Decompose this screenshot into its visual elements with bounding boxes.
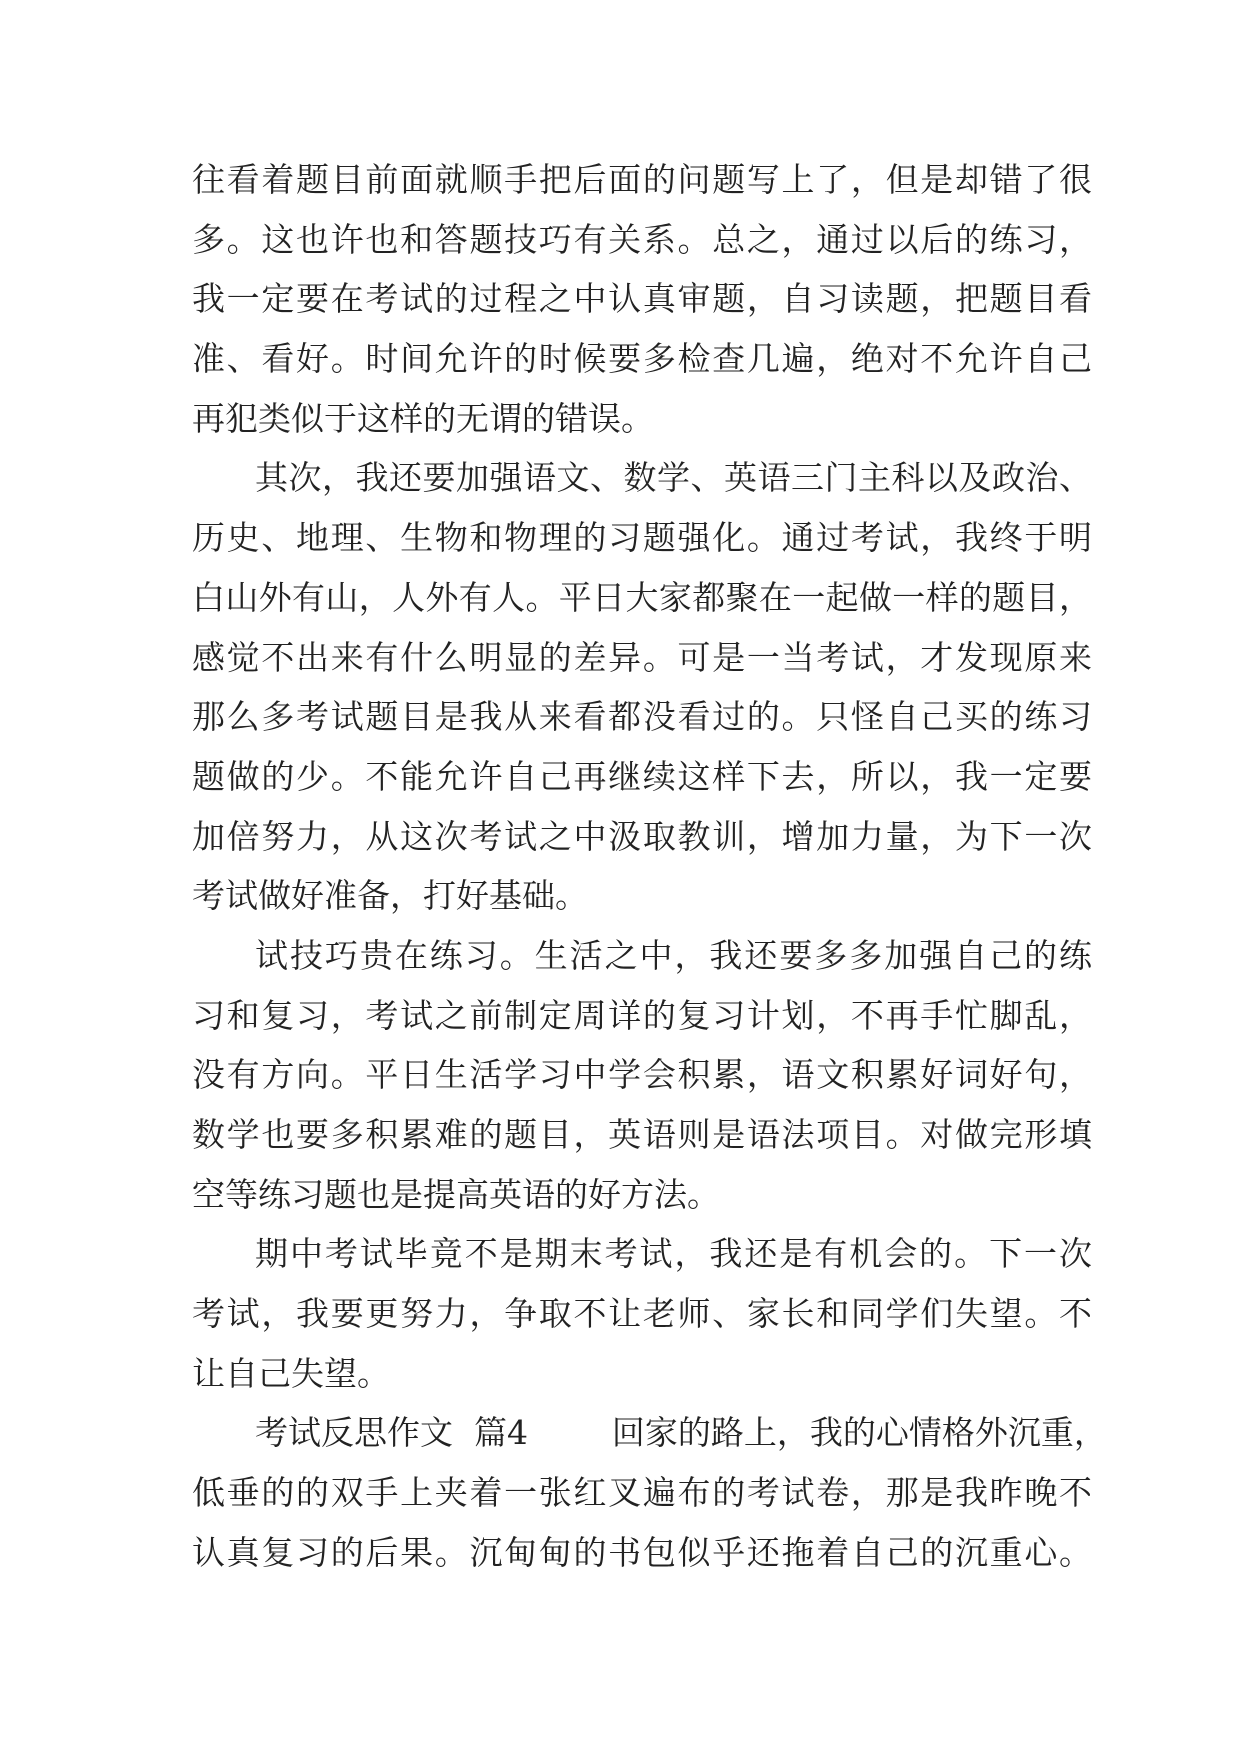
text-line: 数学也要多积累难的题目，英语则是语法项目。对做完形填 <box>192 1115 1092 1154</box>
paragraph-start-line: 期中考试毕竟不是期末考试，我还是有机会的。下一次 <box>255 1234 1092 1274</box>
text-line: 我一定要在考试的过程之中认真审题，自习读题，把题目看 <box>192 279 1092 319</box>
text-line: 低垂的的双手上夹着一张红叉遍布的考试卷，那是我昨晚不 <box>192 1473 1092 1513</box>
text-line: 让自己失望。 <box>192 1353 390 1393</box>
text-line: 往看着题目前面就顺手把后面的问题写上了，但是却错了很 <box>192 160 1092 199</box>
paragraph-start-line: 试技巧贵在练习。生活之中，我还要多多加强自己的练 <box>255 935 1092 975</box>
text-line: 习和复习，考试之前制定周详的复习计划，不再手忙脚乱， <box>192 995 1092 1035</box>
text-line: 空等练习题也是提高英语的好方法。 <box>192 1174 720 1214</box>
text-line: 历史、地理、生物和物理的习题强化。通过考试，我终于明 <box>192 518 1092 558</box>
text-line: 再犯类似于这样的无谓的错误。 <box>192 398 654 438</box>
text-line: 考试，我要更努力，争取不让老师、家长和同学们失望。不 <box>192 1294 1092 1334</box>
text-line: 考试做好准备，打好基础。 <box>192 876 588 916</box>
text-line: 没有方向。平日生活学习中学会积累，语文积累好词好句， <box>192 1055 1092 1095</box>
text-line: 白山外有山，人外有人。平日大家都聚在一起做一样的题目， <box>192 577 1092 617</box>
text-line: 题做的少。不能允许自己再继续这样下去，所以，我一定要 <box>192 756 1092 796</box>
paragraph-start-line: 其次，我还要加强语文、数学、英语三门主科以及政治、 <box>255 458 1092 498</box>
text-line: 认真复习的后果。沉甸甸的书包似乎还拖着自己的沉重心。 <box>192 1532 1092 1572</box>
text-line: 那么多考试题目是我从来看都没看过的。只怪自己买的练习 <box>192 697 1092 737</box>
text-line: 加倍努力，从这次考试之中汲取教训，增加力量，为下一次 <box>192 816 1092 856</box>
document-body <box>192 158 1107 1591</box>
text-line: 感觉不出来有什么明显的差异。可是一当考试，才发现原来 <box>192 637 1092 677</box>
text-line: 准、看好。时间允许的时候要多检查几遍，绝对不允许自己 <box>192 339 1092 379</box>
text-line: 多。这也许也和答题技巧有关系。总之，通过以后的练习， <box>192 219 1092 259</box>
section-heading-line: 考试反思作文 篇4 回家的路上，我的心情格外沉重， <box>255 1413 1107 1453</box>
